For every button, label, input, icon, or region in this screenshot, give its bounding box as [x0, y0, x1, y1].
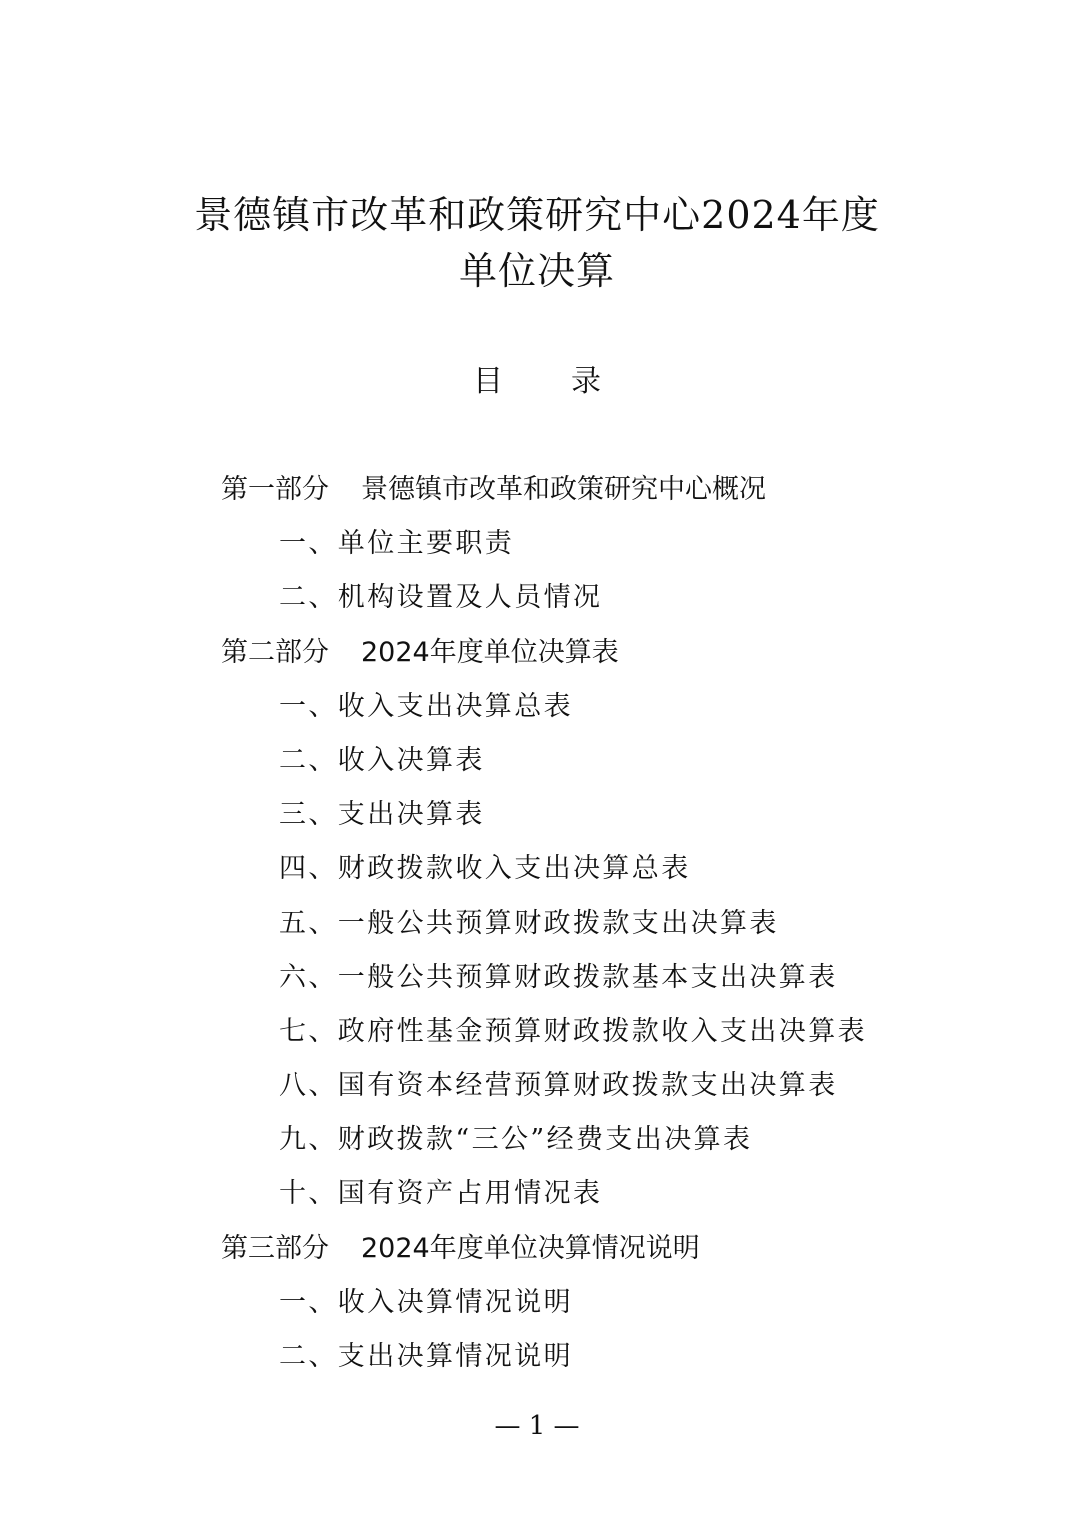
toc-item: 四、财政拨款收入支出决算总表	[279, 853, 691, 885]
toc-item: 六、一般公共预算财政拨款基本支出决算表	[279, 961, 838, 993]
toc-item: 二、支出决算情况说明	[279, 1341, 573, 1372]
page-number: — 1 —	[494, 1411, 580, 1441]
toc-part-label: 第三部分	[221, 1232, 329, 1264]
toc-item: 三、支出决算表	[279, 799, 485, 831]
toc-part-label: 第二部分	[221, 636, 329, 668]
document-title-line-1: 景德镇市改革和政策研究中心2024年度	[194, 193, 880, 237]
toc-item: 十、国有资产占用情况表	[279, 1178, 603, 1210]
toc-item: 一、收入支出决算总表	[279, 690, 573, 722]
toc-item: 二、收入决算表	[279, 744, 485, 776]
toc-part-label: 第一部分	[221, 474, 329, 505]
toc-item: 九、财政拨款“三公”经费支出决算表	[279, 1124, 753, 1156]
toc-part-title: 2024年度单位决算情况说明	[361, 1232, 700, 1264]
toc-item: 七、政府性基金预算财政拨款收入支出决算表	[279, 1015, 867, 1047]
toc-item: 八、国有资本经营预算财政拨款支出决算表	[279, 1070, 838, 1102]
toc-part-3	[0, 1227, 1074, 1281]
toc-heading-left: 目	[473, 364, 503, 399]
toc-part-2	[0, 631, 1074, 685]
table-of-contents	[0, 468, 1074, 1389]
toc-item: 五、一般公共预算财政拨款支出决算表	[279, 907, 779, 939]
toc-heading-right: 录	[571, 364, 601, 399]
toc-part-title: 景德镇市改革和政策研究中心概况	[361, 474, 766, 505]
document-title-line-2: 单位决算	[458, 249, 615, 293]
toc-item: 一、收入决算情况说明	[279, 1286, 573, 1318]
toc-part-title: 2024年度单位决算表	[361, 636, 619, 668]
toc-heading	[0, 360, 1074, 404]
toc-item: 一、单位主要职责	[279, 528, 515, 560]
toc-item: 二、机构设置及人员情况	[279, 582, 603, 614]
toc-part-1	[0, 468, 1074, 522]
